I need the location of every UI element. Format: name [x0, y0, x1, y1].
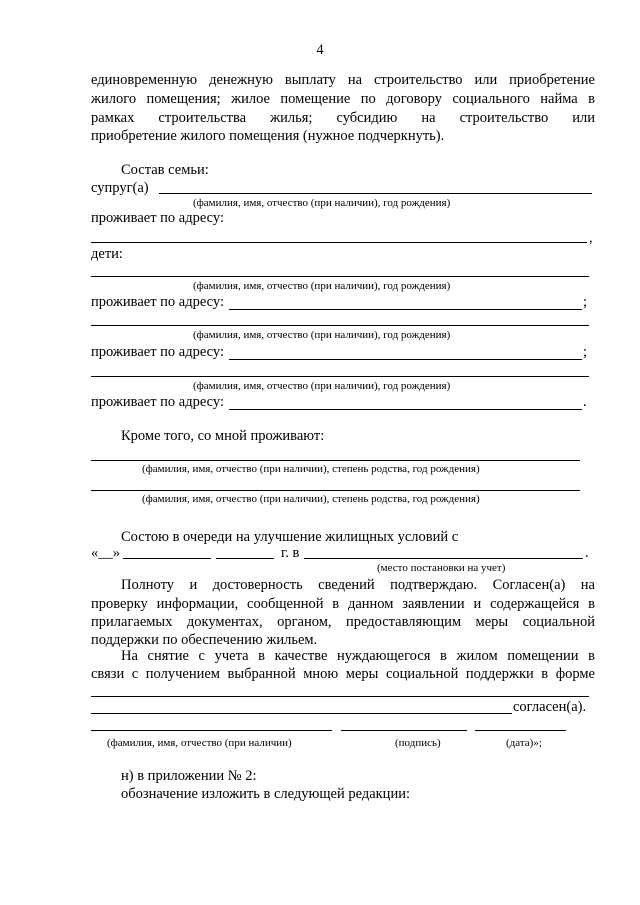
place-hint: (место постановки на учет): [377, 562, 506, 574]
child1-address-semicolon: ;: [583, 294, 588, 310]
removal-line-1: На снятие с учета в качестве нуждающегося в жилом помещении в: [121, 648, 595, 664]
child2-field-line[interactable]: [91, 325, 589, 326]
consent-line-2: проверку информации, сообщенной в данном заявлении и содержащейся в: [91, 596, 595, 612]
day-blank[interactable]: __: [98, 545, 113, 561]
child2-hint: (фамилия, имя, отчество (при наличии), год рождения): [193, 329, 451, 341]
child2-address-label: проживает по адресу:: [91, 344, 224, 360]
appendix-instruction: обозначение изложить в следующей редакции:: [121, 786, 410, 802]
other1-field-line[interactable]: [91, 460, 580, 461]
consent-line-1: Полноту и достоверность сведений подтверждаю. Согласен(а) на: [121, 577, 595, 593]
year-suffix: г. в: [281, 545, 300, 561]
spouse-field-line[interactable]: [159, 193, 592, 194]
spouse-address-comma: ,: [589, 230, 593, 246]
agreed-text: согласен(а).: [513, 699, 587, 715]
intro-line-3: рамках строительства жилья; субсидию на строительство или: [91, 110, 595, 126]
spouse-address-line[interactable]: [91, 242, 587, 243]
measure-field-line-2[interactable]: [91, 713, 512, 714]
removal-line-2: связи с получением выбранной мною меры социальной поддержки в форме: [91, 666, 595, 682]
consent-line-4: поддержки по обеспечению жильем.: [91, 632, 318, 648]
spouse-hint: (фамилия, имя, отчество (при наличии), год рождения): [193, 197, 451, 209]
queue-period: .: [585, 545, 589, 561]
intro-line-2: жилого помещения; жилое помещение по договору социального найма в: [91, 91, 595, 107]
child1-field-line[interactable]: [91, 276, 589, 277]
others-heading: Кроме того, со мной проживают:: [121, 428, 325, 444]
family-heading: Состав семьи:: [121, 162, 209, 178]
child1-address-line[interactable]: [229, 309, 582, 310]
month-field-line[interactable]: [123, 558, 211, 559]
spouse-label: супруг(а): [91, 180, 149, 196]
signature-hint: (подпись): [395, 737, 441, 749]
year-field-line[interactable]: [216, 558, 274, 559]
signature-line[interactable]: [341, 730, 467, 731]
child3-address-line[interactable]: [229, 409, 582, 410]
quote-open: «: [91, 545, 99, 561]
child3-hint: (фамилия, имя, отчество (при наличии), год рождения): [193, 380, 451, 392]
intro-line-4: приобретение жилого помещения (нужное подчеркнуть).: [91, 128, 445, 144]
other2-field-line[interactable]: [91, 490, 580, 491]
child1-hint: (фамилия, имя, отчество (при наличии), год рождения): [193, 280, 451, 292]
intro-line-1: единовременную денежную выплату на строительство или приобретение: [91, 72, 595, 88]
child3-address-period: .: [583, 394, 587, 410]
child3-address-label: проживает по адресу:: [91, 394, 224, 410]
child1-address-label: проживает по адресу:: [91, 294, 224, 310]
child2-address-semicolon: ;: [583, 344, 588, 360]
measure-field-line-1[interactable]: [91, 696, 589, 697]
quote-close: »: [112, 545, 120, 561]
queue-text: Состою в очереди на улучшение жилищных условий с: [121, 529, 459, 545]
children-label: дети:: [91, 246, 123, 262]
signature-date-line[interactable]: [475, 730, 566, 731]
spouse-address-label: проживает по адресу:: [91, 210, 224, 226]
signature-fio-line[interactable]: [91, 730, 332, 731]
other1-hint: (фамилия, имя, отчество (при наличии), степень родства, год рождения): [142, 463, 480, 475]
consent-line-3: прилагаемых документах, органом, предоставляющим меры социальной: [91, 614, 595, 630]
child3-field-line[interactable]: [91, 376, 589, 377]
child2-address-line[interactable]: [229, 359, 582, 360]
place-field-line[interactable]: [304, 558, 583, 559]
appendix-item: н) в приложении № 2:: [121, 768, 257, 784]
queue-date-open: [91, 545, 120, 562]
signature-fio-hint: (фамилия, имя, отчество (при наличии): [107, 737, 292, 749]
other2-hint: (фамилия, имя, отчество (при наличии), степень родства, год рождения): [142, 493, 480, 505]
page-number: 4: [316, 42, 324, 58]
signature-date-hint: (дата)»;: [506, 737, 542, 749]
